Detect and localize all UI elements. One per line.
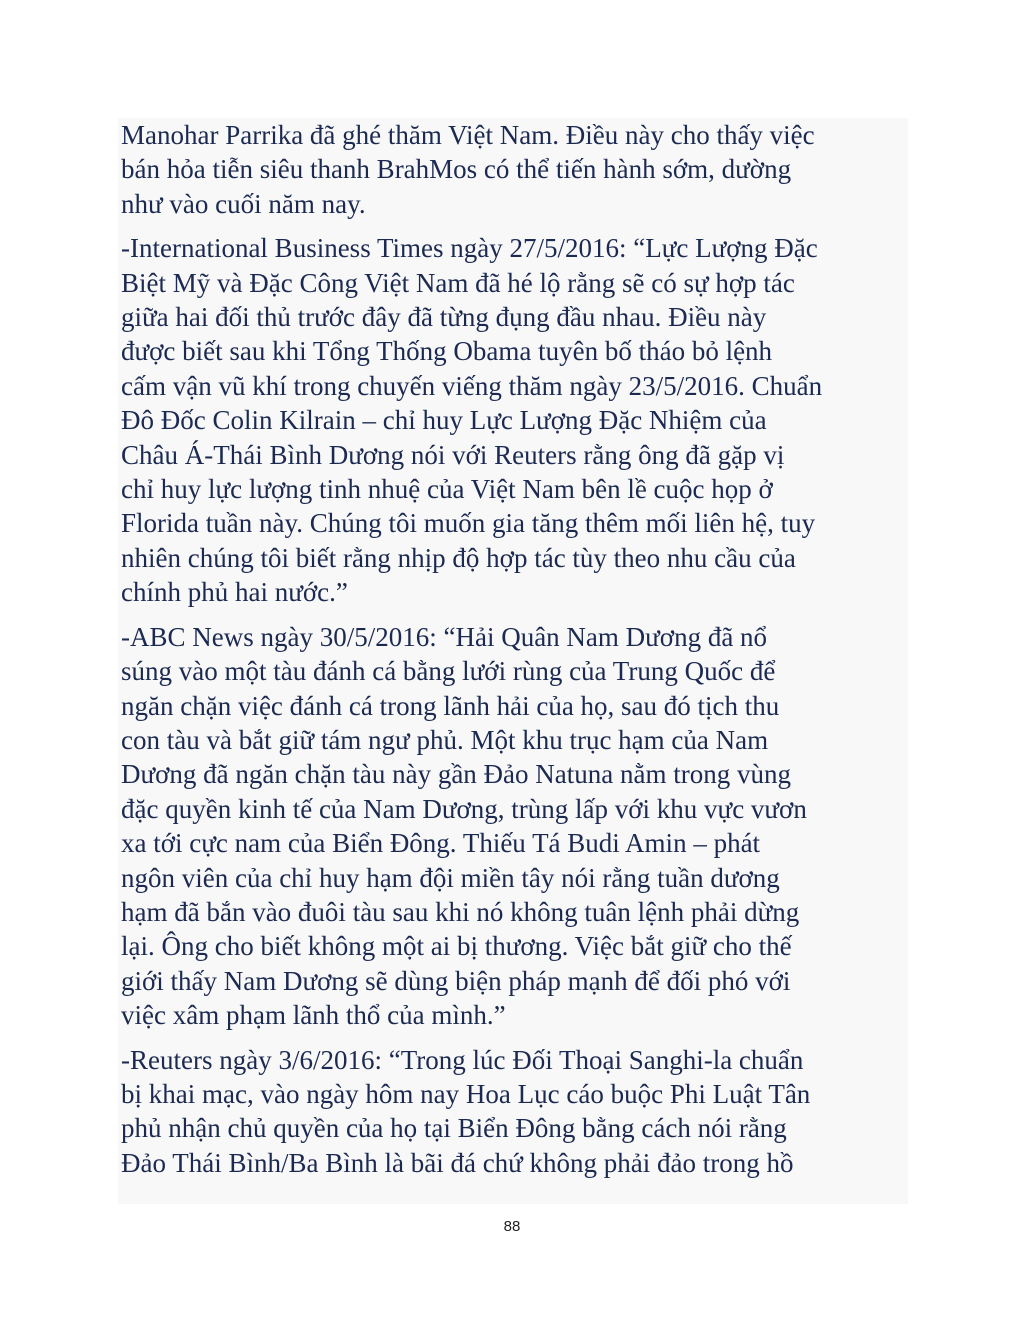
text-line: hạm đã bắn vào đuôi tàu sau khi nó không tuân lệnh phải dừng [121, 896, 800, 927]
text-line: chính phủ hai nước.” [121, 577, 348, 608]
text-line: súng vào một tàu đánh cá bằng lưới rùng của Trung Quốc để [121, 656, 776, 687]
text-line: phủ nhận chủ quyền của họ tại Biển Đông bằng cách nói rằng [121, 1113, 787, 1144]
paragraph-abc-news [121, 620, 908, 1033]
text-line: con tàu và bắt giữ tám ngư phủ. Một khu trục hạm của Nam [121, 724, 769, 755]
text-line: Manohar Parrika đã ghé thăm Việt Nam. Điều này cho thấy việc [121, 120, 815, 150]
text-line: giới thấy Nam Dương sẽ dùng biện pháp mạnh để đối phó với [121, 965, 791, 996]
text-line: đặc quyền kinh tế của Nam Dương, trùng lấp với khu vực vươn [121, 793, 807, 824]
text-line: cấm vận vũ khí trong chuyến viếng thăm ngày 23/5/2016. Chuẩn [121, 370, 823, 401]
text-line: Đảo Thái Bình/Ba Bình là bãi đá chứ không phải đảo trong hồ [121, 1147, 794, 1178]
text-line: Florida tuần này. Chúng tôi muốn gia tăng thêm mối liên hệ, tuy [121, 508, 816, 539]
text-line: Đô Đốc Colin Kilrain – chỉ huy Lực Lượng Đặc Nhiệm của [121, 405, 767, 436]
text-line: -Reuters ngày 3/6/2016: “Trong lúc Đối Thoại Sanghi-la chuẩn [121, 1044, 804, 1075]
text-line: bị khai mạc, vào ngày hôm nay Hoa Lục cáo buộc Phi Luật Tân [121, 1078, 811, 1109]
text-line: -International Business Times ngày 27/5/2016: “Lực Lượng Đặc [121, 233, 818, 264]
page-number: 88 [503, 1218, 521, 1235]
text-line: ngăn chặn việc đánh cá trong lãnh hải của họ, sau đó tịch thu [121, 690, 780, 721]
text-line: lại. Ông cho biết không một ai bị thương. Việc bắt giữ cho thế [121, 931, 792, 962]
paragraph-international-business-times [121, 231, 908, 609]
text-line: như vào cuối năm nay. [121, 188, 366, 219]
text-line: bán hỏa tiễn siêu thanh BrahMos có thể tiến hành sớm, dường [121, 154, 792, 185]
paragraph-reuters [121, 1043, 908, 1181]
text-line: -ABC News ngày 30/5/2016: “Hải Quân Nam Dương đã nổ [121, 621, 768, 652]
document-text-block [118, 118, 908, 1204]
text-line: Biệt Mỹ và Đặc Công Việt Nam đã hé lộ rằng sẽ có sự hợp tác [121, 267, 795, 298]
text-line: Dương đã ngăn chặn tàu này gần Đảo Natuna nằm trong vùng [121, 759, 791, 790]
paragraph-manohar-parrika [121, 118, 908, 221]
text-line: nhiên chúng tôi biết rằng nhịp độ hợp tác tùy theo nhu cầu của [121, 542, 796, 573]
text-line: ngôn viên của chỉ huy hạm đội miền tây nói rằng tuần dương [121, 862, 780, 893]
text-line: được biết sau khi Tổng Thống Obama tuyên bố tháo bỏ lệnh [121, 336, 773, 367]
text-line: việc xâm phạm lãnh thổ của mình.” [121, 1000, 506, 1031]
text-line: xa tới cực nam của Biển Đông. Thiếu Tá Budi Amin – phát [121, 828, 761, 859]
text-line: giữa hai đối thủ trước đây đã từng đụng đầu nhau. Điều này [121, 302, 767, 333]
text-line: Châu Á-Thái Bình Dương nói với Reuters rằng ông đã gặp vị [121, 439, 785, 470]
text-line: chỉ huy lực lượng tinh nhuệ của Việt Nam bên lề cuộc họp ở [121, 474, 773, 505]
